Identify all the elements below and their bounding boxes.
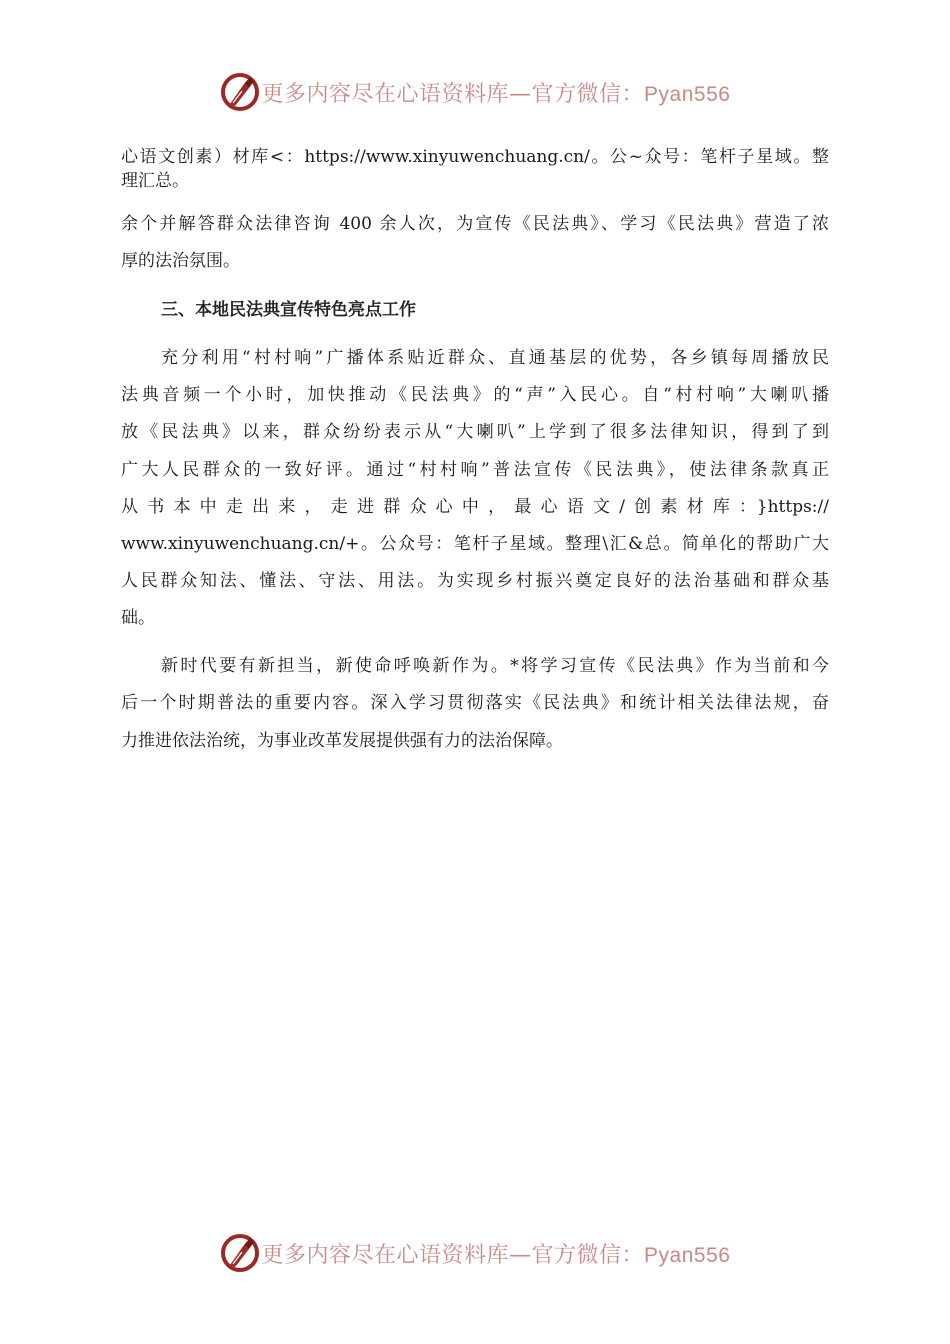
- banner-text: [262, 1238, 731, 1269]
- intro-line-1: 心语文创素）材库<：https://www.xinyuwenchuang.cn/。公~众号：笔杆子星域。整: [121, 147, 829, 167]
- para1-line-8: 础。: [121, 608, 155, 628]
- para2-line-2: 后一个时期普法的重要内容。深入学习贯彻落实《民法典》和统计相关法律法规，奋: [121, 693, 829, 713]
- prev-para-line-1: 余个并解答群众法律咨询 400 余人次，为宣传《民法典》、学习《民法典》营造了浓: [121, 214, 829, 234]
- banner-wechat-id: Pyan556: [644, 1243, 731, 1267]
- para1-line-7: 人民群众知法、懂法、守法、用法。为实现乡村振兴奠定良好的法治基础和群众基: [121, 571, 829, 591]
- para1-line-5: 从书本中走出来，走进群众心中，最心语文/创素材库：}https://: [121, 497, 829, 517]
- para2-line-3: 力推进依法治统，为事业改革发展提供强有力的法治保障。: [121, 731, 563, 751]
- para1-line-1: 充分利用“村村响”广播体系贴近群众、直通基层的优势，各乡镇每周播放民: [161, 348, 829, 368]
- banner-text: [262, 77, 731, 108]
- footer-banner: [0, 1229, 950, 1277]
- banner-wechat-id: Pyan556: [644, 82, 731, 106]
- intro-line-2: 理汇总。: [121, 171, 189, 191]
- fountain-pen-logo-icon: [220, 1233, 260, 1273]
- para1-line-2: 法典音频一个小时，加快推动《民法典》的“声”入民心。自“村村响”大喇叭播: [121, 385, 829, 405]
- para1-line-3: 放《民法典》以来，群众纷纷表示从“大喇叭”上学到了很多法律知识，得到了到: [121, 422, 829, 442]
- banner-slogan: 更多内容尽在心语资料库—官方微信：: [261, 81, 645, 107]
- para1-line-6: www.xinyuwenchuang.cn/+。公众号：笔杆子星域。整理\汇&总。简单化的帮助广大: [121, 534, 829, 554]
- header-banner: [0, 68, 950, 116]
- para2-line-1: 新时代要有新担当，新使命呼唤新作为。*将学习宣传《民法典》作为当前和今: [161, 656, 829, 676]
- prev-para-line-2: 厚的法治氛围。: [121, 251, 240, 271]
- para1-line-4: 广大人民群众的一致好评。通过“村村响”普法宣传《民法典》，使法律条款真正: [121, 460, 829, 480]
- fountain-pen-logo-icon: [220, 72, 260, 112]
- section-heading: 三、本地民法典宣传特色亮点工作: [161, 300, 416, 320]
- banner-slogan: 更多内容尽在心语资料库—官方微信：: [261, 1242, 645, 1268]
